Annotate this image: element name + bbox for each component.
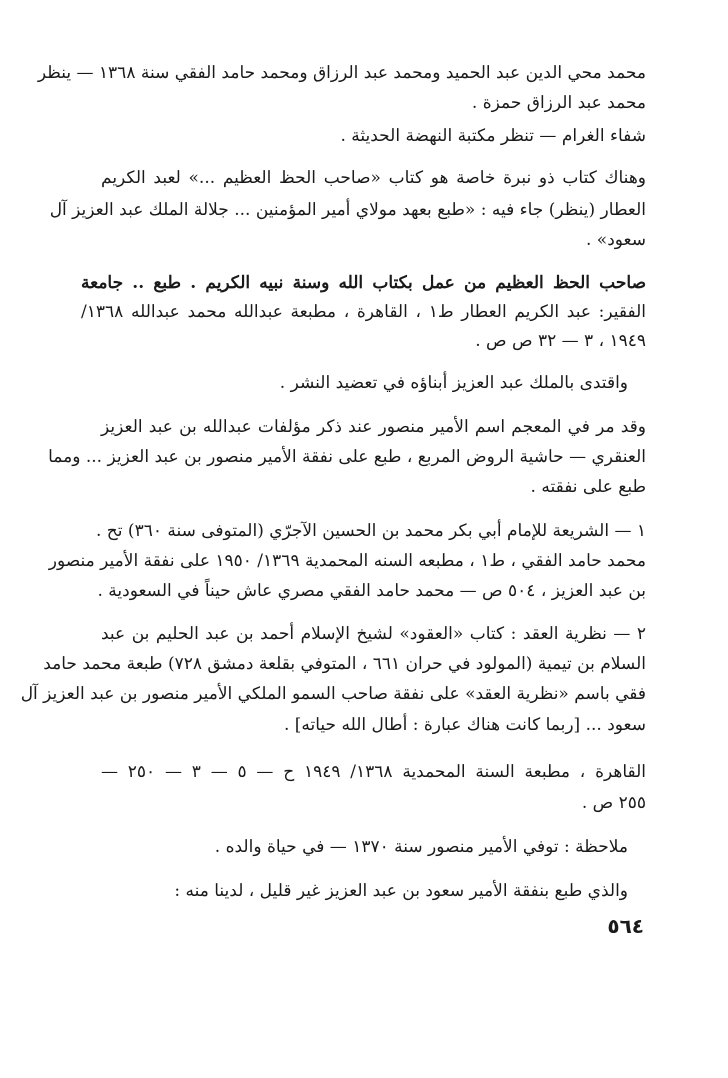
text-line: الفقير: عبد الكريم العطار ط١ ، القاهرة ، مطبعة عبدالله محمد عبدالله ١٣٦٨/ (81, 302, 646, 322)
text-line: شفاء الغرام — تنظر مكتبة النهضة الحديثة . (340, 126, 646, 146)
text-line: ١٩٤٩ ، ٣ — ٣٢ ص ص . (475, 331, 646, 351)
text-line: فقي باسم «نظرية العقد» على نفقة صاحب السمو الملكي الأمير منصور بن عبد العزيز آل (20, 684, 646, 704)
text-line: القاهرة ، مطبعة السنة المحمدية ١٣٦٨/ ١٩٤٩ ح — ٥ — ٣ — ٢٥٠ — (101, 762, 647, 782)
text-line: طبع على نفقته . (530, 477, 646, 497)
text-line: ١ — الشريعة للإمام أبي بكر محمد بن الحسين الآجرّي (المتوفى سنة ٣٦٠) تح . (96, 521, 646, 541)
text-line: واقتدى بالملك عبد العزيز أبناؤه في تعضيد النشر . (279, 373, 628, 393)
text-line: محمد حامد الفقي ، ط١ ، مطبعه السنه المحمدية ١٣٦٩/ ١٩٥٠ على نفقة الأمير منصور (48, 551, 646, 571)
text-line: محمد عبد الرزاق حمزة . (471, 93, 646, 113)
page-number: ٥٦٤ (607, 914, 644, 938)
text-line: ٢ — نظرية العقد : كتاب «العقود» لشيخ الإسلام أحمد بن عبد الحليم بن عبد (101, 624, 646, 644)
text-line: صاحب الحظ العظيم من عمل بكتاب الله وسنة نبيه الكريم . طبع .. جامعة (81, 273, 646, 293)
text-line: سعود» . (585, 230, 646, 250)
text-line: وهناك كتاب ذو نبرة خاصة هو كتاب «صاحب الحظ العظيم ...» لعبد الكريم (101, 168, 646, 188)
text-line: والذي طبع بنفقة الأمير سعود بن عبد العزيز غير قليل ، لدينا منه : (174, 881, 628, 901)
text-line: وقد مر في المعجم اسم الأمير منصور عند ذكر مؤلفات عبدالله بن عبد العزيز (101, 417, 646, 437)
text-line: سعود ... [ربما كانت هناك عبارة : أطال الله حياته] . (283, 715, 646, 735)
text-line: ٢٥٥ ص . (581, 793, 646, 813)
text-line: بن عبد العزيز ، ٥٠٤ ص — محمد حامد الفقي مصري عاش حيناً في السعودية . (97, 581, 646, 601)
text-line: العنقري — حاشية الروض المربع ، طبع على نفقة الأمير منصور بن عبد العزيز ... ومما (48, 447, 646, 467)
text-line: ملاحظة : توفي الأمير منصور سنة ١٣٧٠ — في حياة والده . (214, 837, 628, 857)
text-line: السلام بن تيمية (المولود في حران ٦٦١ ، المتوفي بقلعة دمشق ٧٢٨) طبعة محمد حامد (43, 654, 646, 674)
text-line: العطار (ينظر) جاء فيه : «طبع بعهد مولاي أمير المؤمنين ... جلالة الملك عبد العزيز آل (49, 200, 646, 220)
text-line: محمد محي الدين عبد الحميد ومحمد عبد الرزاق ومحمد حامد الفقي سنة ١٣٦٨ — ينظر (37, 63, 646, 83)
